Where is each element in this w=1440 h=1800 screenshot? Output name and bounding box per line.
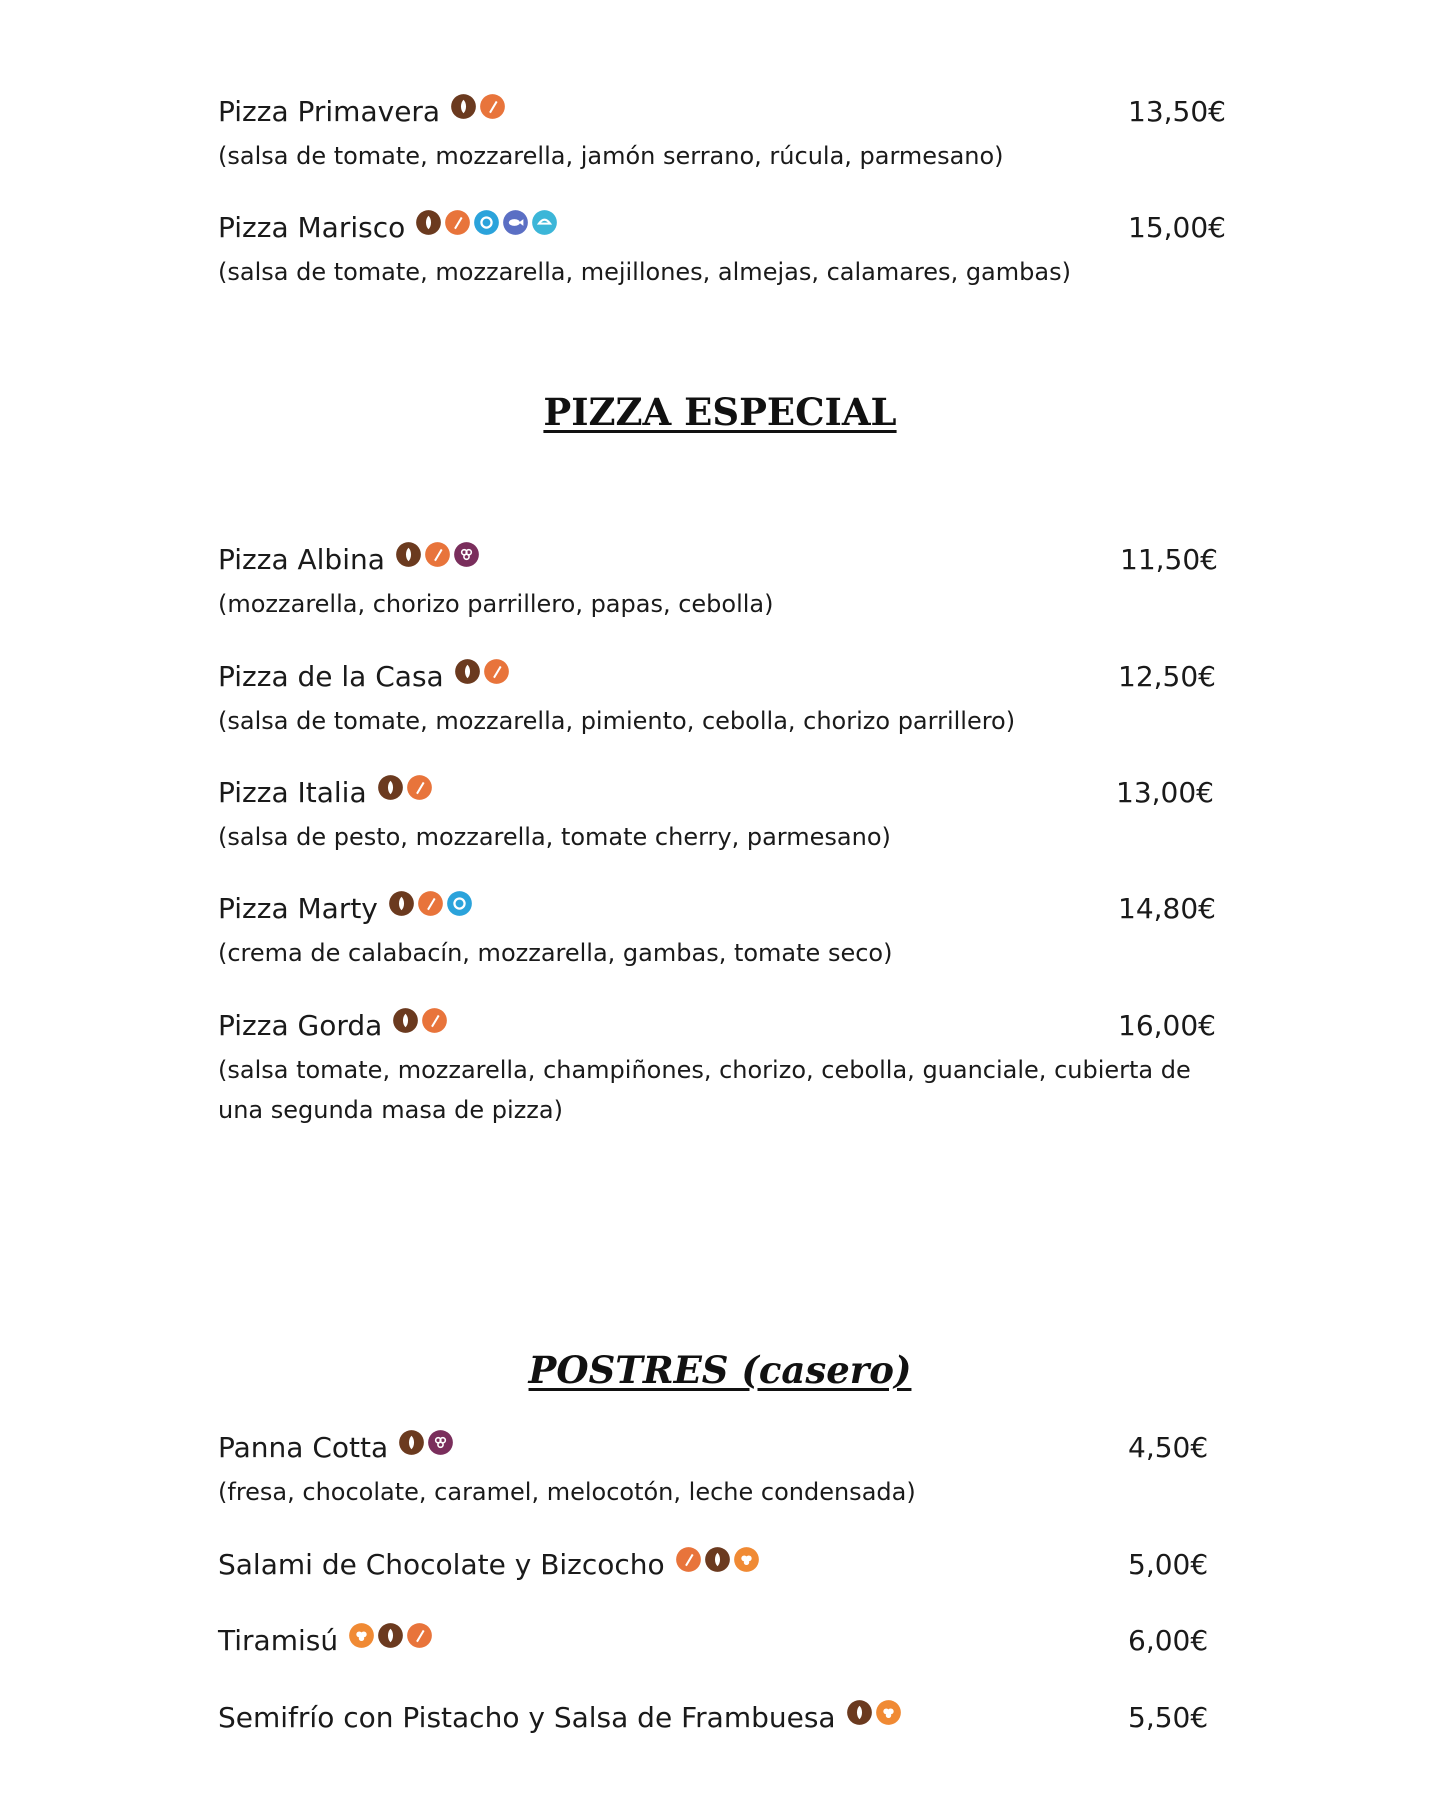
item-price: 15,00€ [1128,211,1226,244]
allergen-icons [452,658,510,685]
item-name: Tiramisú [218,1621,433,1661]
menu-item [218,540,1218,624]
lactose-icon [483,658,510,685]
lactose-icon [444,209,471,236]
gluten-icon [846,1699,873,1726]
lactose-icon [479,93,506,120]
item-description: (salsa de tomate, mozzarella, pimiento, cebolla, chorizo parrillero) [218,707,1016,735]
sulphite-icon [427,1429,454,1456]
item-price: 13,50€ [1128,95,1226,128]
egg-icon [875,1699,902,1726]
menu-item [218,657,1218,741]
item-description: (mozzarella, chorizo parrillero, papas, cebolla) [218,590,774,618]
crustacean-icon [473,209,500,236]
lactose-icon [417,890,444,917]
item-name: Semifrío con Pistacho y Salsa de Frambuesa [218,1698,902,1738]
gluten-icon [377,1622,404,1649]
gluten-icon [395,541,422,568]
item-price: 5,50€ [1128,1701,1209,1734]
allergen-icons [673,1546,760,1573]
gluten-icon [454,658,481,685]
menu-item [218,889,1218,973]
gluten-icon [704,1546,731,1573]
allergen-icons [393,541,480,568]
section-title-especial: PIZZA ESPECIAL [543,390,897,434]
lactose-icon [424,541,451,568]
egg-icon [733,1546,760,1573]
allergen-icons [448,93,506,120]
allergen-icons [346,1622,433,1649]
allergen-icons [386,890,473,917]
menu-item [218,1545,1218,1585]
allergen-icons [390,1007,448,1034]
allergen-icons [413,209,558,236]
item-description: (salsa tomate, mozzarella, champiñones, chorizo, cebolla, guanciale, cubierta de una segunda masa de pizza) [218,1056,1191,1124]
gluten-icon [415,209,442,236]
item-price: 13,00€ [1116,776,1214,809]
item-price: 5,00€ [1128,1548,1209,1581]
item-description: (salsa de tomate, mozzarella, mejillones, almejas, calamares, gambas) [218,258,1071,286]
item-description: (fresa, chocolate, caramel, melocotón, leche condensada) [218,1478,916,1506]
item-price: 4,50€ [1128,1431,1209,1464]
menu-item [218,773,1218,857]
item-name: Salami de Chocolate y Bizcocho [218,1545,760,1585]
lactose-icon [675,1546,702,1573]
mollusc-icon [531,209,558,236]
gluten-icon [377,774,404,801]
item-name: Pizza Gorda [218,1006,448,1046]
item-description: (salsa de tomate, mozzarella, jamón serrano, rúcula, parmesano) [218,142,1004,170]
section-title-postres: POSTRES (casero) [528,1348,912,1392]
lactose-icon [406,1622,433,1649]
gluten-icon [388,890,415,917]
lactose-icon [406,774,433,801]
item-name: Pizza Primavera [218,92,506,132]
gluten-icon [398,1429,425,1456]
menu-item [218,1006,1218,1130]
item-name: Panna Cotta [218,1428,454,1468]
allergen-icons [844,1699,902,1726]
item-name: Pizza Marisco [218,208,558,248]
menu-item [218,208,1226,292]
item-price: 11,50€ [1120,543,1218,576]
item-description: (salsa de pesto, mozzarella, tomate cherry, parmesano) [218,823,891,851]
item-price: 12,50€ [1118,660,1216,693]
menu-item [218,1698,1218,1738]
crustacean-icon [446,890,473,917]
item-name: Pizza Marty [218,889,473,929]
item-price: 14,80€ [1118,892,1216,925]
item-price: 16,00€ [1118,1009,1216,1042]
item-price: 6,00€ [1128,1624,1209,1657]
fish-icon [502,209,529,236]
item-name: Pizza de la Casa [218,657,510,697]
sulphite-icon [453,541,480,568]
gluten-icon [392,1007,419,1034]
item-name: Pizza Albina [218,540,480,580]
menu-item [218,1428,1218,1512]
lactose-icon [421,1007,448,1034]
egg-icon [348,1622,375,1649]
gluten-icon [450,93,477,120]
menu-item [218,1621,1218,1661]
allergen-icons [375,774,433,801]
item-name: Pizza Italia [218,773,433,813]
menu-item [218,92,1226,176]
item-description: (crema de calabacín, mozzarella, gambas, tomate seco) [218,939,893,967]
allergen-icons [396,1429,454,1456]
